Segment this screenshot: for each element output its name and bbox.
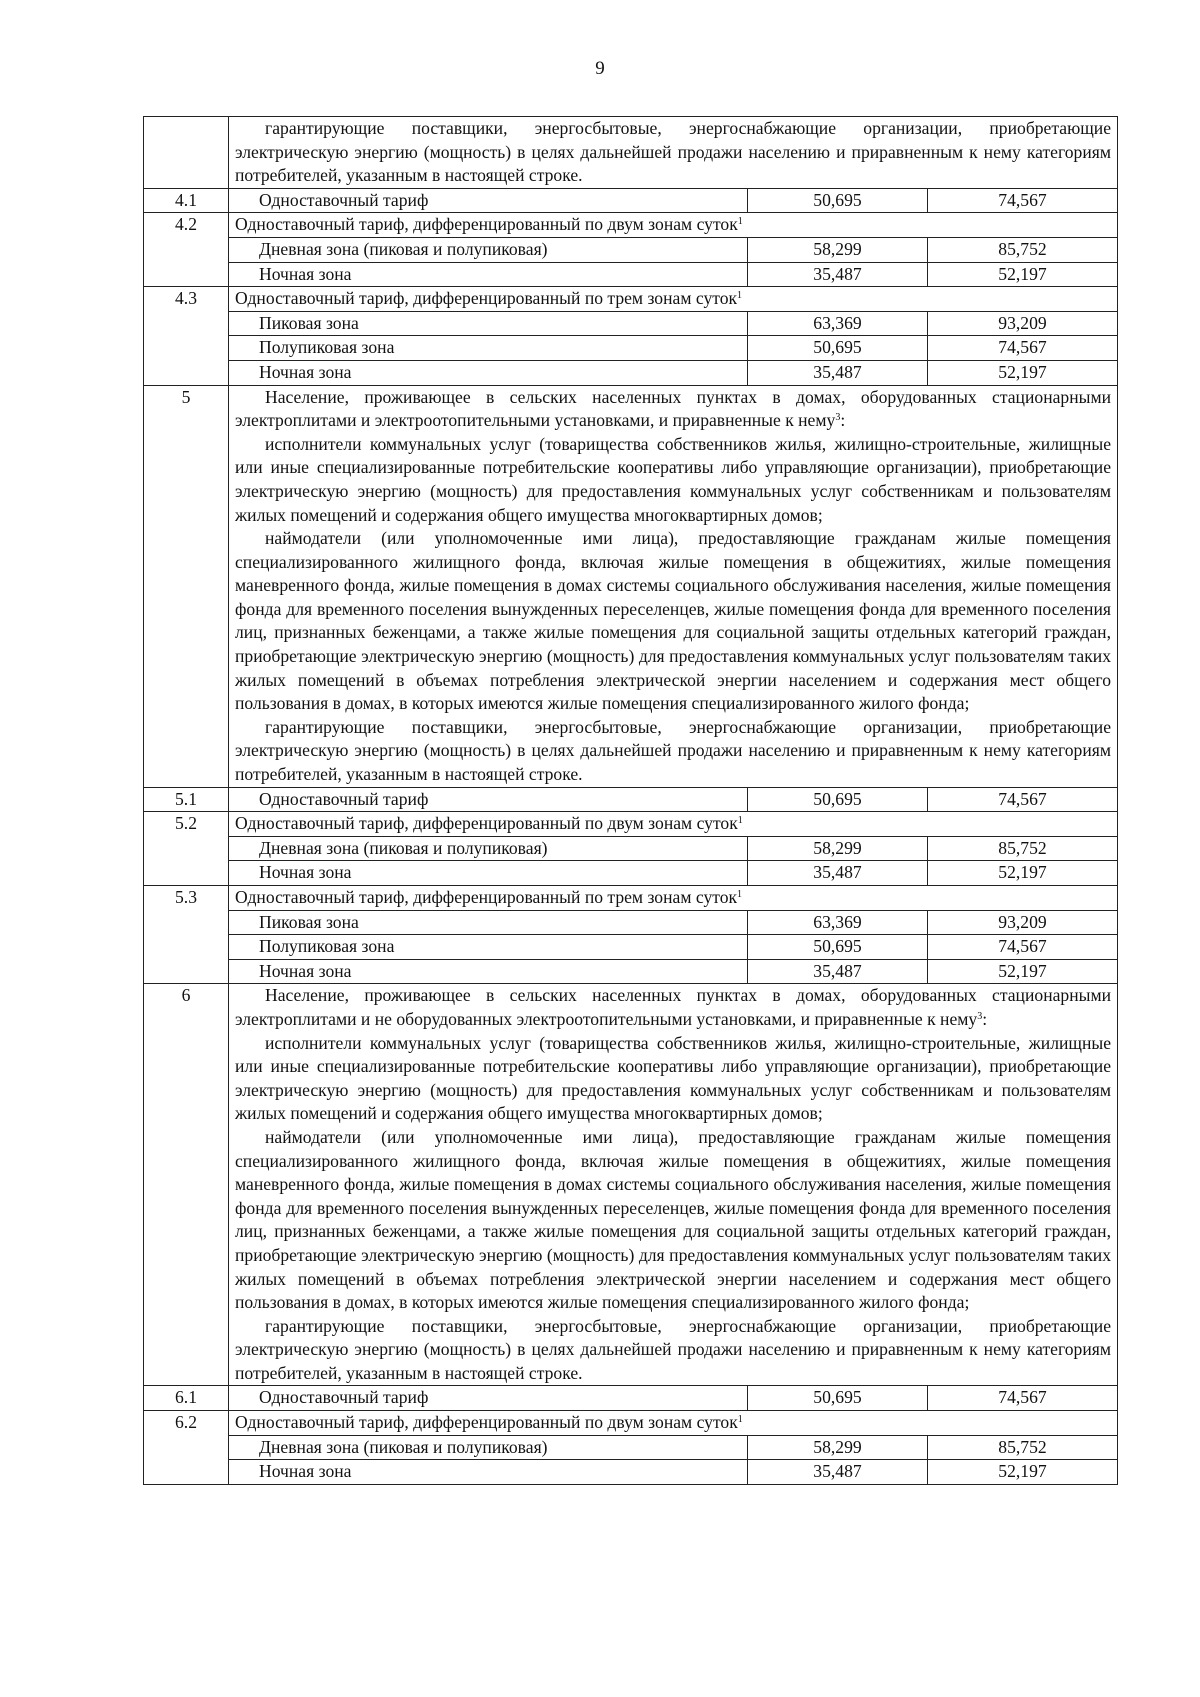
table-row (144, 262, 1118, 287)
table-row (144, 861, 1118, 886)
tariff-label: Полупиковая зона (229, 935, 748, 960)
table-row (144, 886, 1118, 911)
table-row (144, 1411, 1118, 1436)
page-number: 9 (595, 58, 605, 79)
value-cell: 74,567 (928, 188, 1118, 213)
tariff-label: Одноставочный тариф (229, 787, 748, 812)
tariff-label: Ночная зона (229, 262, 748, 287)
value-cell: 74,567 (928, 787, 1118, 812)
table-row (144, 360, 1118, 385)
tariff-label: Дневная зона (пиковая и полупиковая) (229, 237, 748, 262)
value-cell: 93,209 (928, 910, 1118, 935)
value-cell: 50,695 (748, 188, 928, 213)
value-cell: 74,567 (928, 935, 1118, 960)
row-number: 6.2 (144, 1411, 229, 1485)
value-cell: 52,197 (928, 1460, 1118, 1485)
tariff-group-label: Одноставочный тариф, дифференцированный по трем зонам суток$^1$ (229, 287, 1118, 312)
tariff-label: Полупиковая зона (229, 336, 748, 361)
value-cell: 35,487 (748, 861, 928, 886)
row-number: 4.1 (144, 188, 229, 213)
value-cell: 35,487 (748, 959, 928, 984)
value-cell: 63,369 (748, 910, 928, 935)
tariff-label: Ночная зона (229, 360, 748, 385)
value-cell: 50,695 (748, 787, 928, 812)
consumer-description (229, 385, 1118, 787)
value-cell: 58,299 (748, 237, 928, 262)
description-paragraph: исполнители коммунальных услуг (товарищества собственников жилья, жилищно-строительные, жилищные или иные специализированные потребительские кооперативы либо управляющие организации), приобретающие электрическую энергию (мощность) для предоставления коммунальных услуг собственникам и пользователям жилых помещений и содержания общего имущества многоквартирных домов; (235, 1032, 1111, 1124)
value-cell: 35,487 (748, 262, 928, 287)
tariff-label: Пиковая зона (229, 910, 748, 935)
table-row (144, 910, 1118, 935)
description-title: Население, проживающее в сельских населенных пунктах в домах, оборудованных стационарными электроплитами и не оборудованных электроотопительными установками, и приравненные к нему$^3$: (235, 985, 1111, 1029)
table-row (144, 787, 1118, 812)
tariff-label: Одноставочный тариф (229, 188, 748, 213)
table-row (144, 959, 1118, 984)
table-row (144, 213, 1118, 238)
value-cell: 50,695 (748, 935, 928, 960)
description-paragraph: гарантирующие поставщики, энергосбытовые, энергоснабжающие организации, приобретающие электрическую энергию (мощность) в целях дальнейшей продажи населению и приравненным к нему категориям потребителей, указанным в настоящей строке. (235, 118, 1111, 186)
tariff-label: Ночная зона (229, 1460, 748, 1485)
table-row (144, 1435, 1118, 1460)
value-cell: 93,209 (928, 311, 1118, 336)
row-number: 5.1 (144, 787, 229, 812)
value-cell: 74,567 (928, 336, 1118, 361)
description-paragraph: гарантирующие поставщики, энергосбытовые, энергоснабжающие организации, приобретающие электрическую энергию (мощность) в целях дальнейшей продажи населению и приравненным к нему категориям потребителей, указанным в настоящей строке. (235, 1315, 1111, 1383)
value-cell: 58,299 (748, 1435, 928, 1460)
value-cell: 50,695 (748, 336, 928, 361)
row-number: 4.2 (144, 213, 229, 287)
row-number: 5 (144, 385, 229, 787)
table-row (144, 311, 1118, 336)
table-row (144, 1386, 1118, 1411)
row-number (144, 117, 229, 189)
description-paragraph: наймодатели (или уполномоченные ими лица), предоставляющие гражданам жилые помещения специализированного жилищного фонда, включая жилые помещения в общежитиях, жилые помещения маневренного фонда, жилые помещения в домах системы социального обслуживания населения, жилые помещения фонда для временного поселения вынужденных переселенцев, жилые помещения фонда для временного поселения лиц, признанных беженцами, а также жилые помещения для социальной защиты отдельных категорий граждан, приобретающие электрическую энергию (мощность) для предоставления коммунальных услуг пользователям таких жилых помещений в объемах потребления электрической энергии населением и содержания мест общего пользования в домах, в которых имеются жилые помещения специализированного жилого фонда; (235, 528, 1111, 714)
table-row (144, 287, 1118, 312)
table-row (144, 812, 1118, 837)
tariff-label: Дневная зона (пиковая и полупиковая) (229, 1435, 748, 1460)
row-number: 5.3 (144, 886, 229, 984)
value-cell: 50,695 (748, 1386, 928, 1411)
value-cell: 52,197 (928, 360, 1118, 385)
table-row (144, 385, 1118, 787)
tariff-label: Одноставочный тариф (229, 1386, 748, 1411)
row-number: 5.2 (144, 812, 229, 886)
tariff-label: Ночная зона (229, 959, 748, 984)
row-number: 4.3 (144, 287, 229, 385)
value-cell: 52,197 (928, 262, 1118, 287)
tariff-label: Пиковая зона (229, 311, 748, 336)
value-cell: 52,197 (928, 959, 1118, 984)
description-paragraph: наймодатели (или уполномоченные ими лица), предоставляющие гражданам жилые помещения специализированного жилищного фонда, включая жилые помещения в общежитиях, жилые помещения маневренного фонда, жилые помещения в домах системы социального обслуживания населения, жилые помещения фонда для временного поселения вынужденных переселенцев, жилые помещения фонда для временного поселения лиц, признанных беженцами, а также жилые помещения для социальной защиты отдельных категорий граждан, приобретающие электрическую энергию (мощность) для предоставления коммунальных услуг пользователям таких жилых помещений в объемах потребления электрической энергии населением и содержания мест общего пользования в домах, в которых имеются жилые помещения специализированного жилого фонда; (235, 1126, 1111, 1313)
value-cell: 52,197 (928, 861, 1118, 886)
table-row (144, 1460, 1118, 1485)
row-number: 6 (144, 984, 229, 1386)
tariff-group-label: Одноставочный тариф, дифференцированный по двум зонам суток$^1$ (229, 213, 1118, 238)
table-row (144, 336, 1118, 361)
table-row (144, 836, 1118, 861)
table-row (144, 117, 1118, 189)
table-row (144, 935, 1118, 960)
value-cell: 58,299 (748, 836, 928, 861)
tariff-table (143, 116, 1118, 1485)
consumer-description (229, 984, 1118, 1386)
consumer-description (229, 117, 1118, 189)
table-row (144, 984, 1118, 1386)
tariff-label: Ночная зона (229, 861, 748, 886)
value-cell: 85,752 (928, 237, 1118, 262)
value-cell: 35,487 (748, 360, 928, 385)
tariff-group-label: Одноставочный тариф, дифференцированный по двум зонам суток$^1$ (229, 812, 1118, 837)
tariff-label: Дневная зона (пиковая и полупиковая) (229, 836, 748, 861)
value-cell: 85,752 (928, 1435, 1118, 1460)
value-cell: 63,369 (748, 311, 928, 336)
tariff-group-label: Одноставочный тариф, дифференцированный по двум зонам суток$^1$ (229, 1411, 1118, 1436)
value-cell: 74,567 (928, 1386, 1118, 1411)
value-cell: 85,752 (928, 836, 1118, 861)
table-row (144, 188, 1118, 213)
row-number: 6.1 (144, 1386, 229, 1411)
value-cell: 35,487 (748, 1460, 928, 1485)
description-paragraph: исполнители коммунальных услуг (товарищества собственников жилья, жилищно-строительные, жилищные или иные специализированные потребительские кооперативы либо управляющие организации), приобретающие электрическую энергию (мощность) для предоставления коммунальных услуг собственникам и пользователям жилых помещений и содержания общего имущества многоквартирных домов; (235, 433, 1111, 525)
description-title: Население, проживающее в сельских населенных пунктах в домах, оборудованных стационарными электроплитами и электроотопительными установками, и приравненные к нему$^3$: (235, 386, 1111, 431)
table-row (144, 237, 1118, 262)
description-paragraph: гарантирующие поставщики, энергосбытовые, энергоснабжающие организации, приобретающие электрическую энергию (мощность) в целях дальнейшей продажи населению и приравненным к нему категориям потребителей, указанным в настоящей строке. (235, 716, 1111, 785)
tariff-group-label: Одноставочный тариф, дифференцированный по трем зонам суток$^1$ (229, 886, 1118, 911)
